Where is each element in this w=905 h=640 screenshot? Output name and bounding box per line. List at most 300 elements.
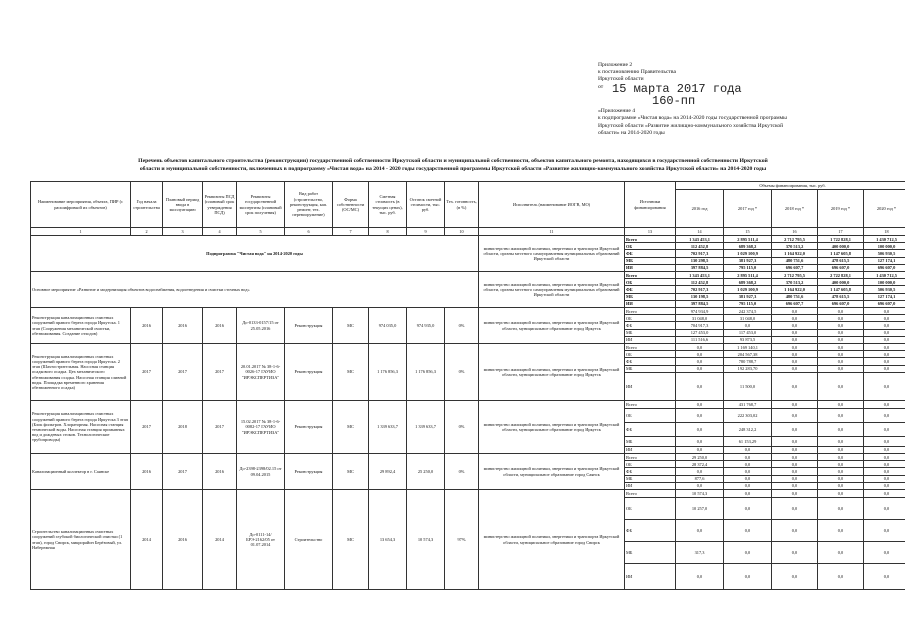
- source-label: ИИ: [625, 482, 676, 489]
- amount-cell: 0,0: [818, 475, 864, 482]
- source-label: ФБ: [625, 358, 676, 365]
- amount-cell: 1 147 605,8: [818, 250, 864, 257]
- amount-cell: 0,0: [676, 358, 724, 365]
- amount-cell: 370 513,2: [772, 243, 818, 250]
- col-header-readiness: Тех. готовность, (в %): [445, 182, 479, 228]
- amount-cell: 242 374,5: [724, 308, 772, 315]
- amount-cell: 317,3: [676, 542, 724, 564]
- col-number: 9: [407, 228, 445, 236]
- executor-cell: министерство жилищной политики, энергетики и транспорта Иркутской области, органы местного самоуправления муниципальных образований Иркутской области: [479, 272, 625, 308]
- source-label: Всего: [625, 308, 676, 315]
- executor-cell: министерство жилищной политики, энергетики и транспорта Иркутской области, муниципальное образование город Иркутск: [479, 400, 625, 453]
- object-ownership: МС: [333, 454, 369, 490]
- amount-cell: 10 574,3: [676, 490, 724, 498]
- source-label: Всего: [625, 490, 676, 498]
- object-work-type: Строительство: [285, 490, 333, 590]
- amount-cell: 0,0: [818, 336, 864, 343]
- source-label: ФБ: [625, 422, 676, 436]
- amount-cell: 0,0: [864, 454, 905, 461]
- amount-cell: 0,0: [772, 322, 818, 329]
- table-row: [31, 272, 905, 279]
- amount-cell: 0,0: [818, 446, 864, 453]
- amount-cell: 248 312,2: [724, 422, 772, 436]
- amount-cell: 0,0: [818, 372, 864, 400]
- amount-cell: 1 430 712,5: [864, 272, 905, 279]
- amount-cell: 689 368,2: [724, 243, 772, 250]
- amount-cell: 0,0: [864, 308, 905, 315]
- col-header-2017: 2017 год *: [724, 190, 772, 228]
- object-rest: 1 339 633,7: [407, 400, 445, 453]
- object-rest: 974 935,0: [407, 308, 445, 344]
- amount-cell: 795 115,0: [724, 300, 772, 307]
- object-readiness: 0%: [445, 308, 479, 344]
- amount-cell: 974 934,9: [676, 308, 724, 315]
- amount-cell: 0,0: [864, 329, 905, 336]
- source-label: Всего: [625, 344, 676, 351]
- col-header-work-type: Вид работ (строительство, реконструкция, кап. ремонт, тех. перевооружение): [285, 182, 333, 228]
- amount-cell: 1 343 453,1: [676, 272, 724, 279]
- amount-cell: 100 000,0: [864, 279, 905, 286]
- amount-cell: 0,0: [772, 564, 818, 590]
- object-period: 2017: [163, 454, 203, 490]
- amount-cell: 0,0: [818, 329, 864, 336]
- object-name: Строительство канализационных очистных сооружений глубокой биологической очистки (1 этап), город Свирск, микрорайон Берёзовый, ул. Набережная: [31, 490, 131, 590]
- amount-cell: 696 607,0: [818, 264, 864, 271]
- object-readiness: 97%: [445, 490, 479, 590]
- amount-cell: 112 452,8: [676, 279, 724, 286]
- amount-cell: 0,0: [772, 315, 818, 322]
- amount-cell: 0,0: [864, 468, 905, 475]
- object-cost: 13 654,3: [369, 490, 407, 590]
- amount-cell: 0,0: [772, 436, 818, 446]
- amount-cell: 0,0: [724, 446, 772, 453]
- amount-cell: 0,0: [864, 461, 905, 468]
- source-label: ИИ: [625, 336, 676, 343]
- source-label: ИИ: [625, 446, 676, 453]
- source-label: МБ: [625, 365, 676, 372]
- col-header-name: Наименование мероприятия, объекта, ПИР (с расшифровкой их объектов): [31, 182, 131, 228]
- amount-cell: 0,0: [864, 498, 905, 520]
- amount-cell: 11 500,0: [724, 372, 772, 400]
- amount-cell: 192 283,70: [724, 365, 772, 372]
- source-label: МБ: [625, 542, 676, 564]
- amount-cell: 0,0: [818, 520, 864, 542]
- document-title: [20, 157, 886, 174]
- executor-cell: министерство жилищной политики, энергетики и транспорта Иркутской области, муниципальное образование город Иркутск: [479, 308, 625, 344]
- amount-cell: 478 615,5: [818, 293, 864, 300]
- amount-cell: 2 895 511,4: [724, 236, 772, 243]
- amount-cell: 0,0: [772, 365, 818, 372]
- amount-cell: 0,0: [772, 468, 818, 475]
- amount-cell: 0,0: [864, 475, 905, 482]
- col-number: 17: [818, 228, 864, 236]
- amount-cell: 780 788,7: [724, 358, 772, 365]
- amount-cell: 0,0: [676, 446, 724, 453]
- amount-cell: 0,0: [676, 436, 724, 446]
- object-rest: 1 176 856,3: [407, 344, 445, 401]
- amount-cell: 0,0: [772, 351, 818, 358]
- amount-cell: 0,0: [724, 564, 772, 590]
- col-number: 7: [333, 228, 369, 236]
- object-name: Реконструкция канализационных очистных сооружений правого берега города Иркутска 3 этап (Блок фильтров. Хлораторная. Насосная станция технической воды. Насосная станция промывных вод и дождевых стоков. Технологические трубопроводы): [31, 400, 131, 453]
- table-row: [31, 236, 905, 243]
- object-name: Реконструкция канализационных очистных сооружений правого берега города Иркутска. 2 этап (Шахтострительная. Насосная станция осадкового осадка. Цех механического обезвоживания осадка. Насосная станция сливной воды. Площадка временного хранения обезвоженного осадка): [31, 344, 131, 401]
- object-cost: 1 339 633,7: [369, 400, 407, 453]
- object-cost: 1 176 856,3: [369, 344, 407, 401]
- amount-cell: 111 516,6: [676, 336, 724, 343]
- objects-table-body: [31, 236, 905, 590]
- amount-cell: 0,0: [676, 365, 724, 372]
- amount-cell: 127 453,0: [676, 329, 724, 336]
- object-readiness: 0%: [445, 454, 479, 490]
- object-work-type: Реконструкция: [285, 344, 333, 401]
- col-number: 4: [203, 228, 237, 236]
- object-ownership: МС: [333, 344, 369, 401]
- amount-cell: 0,0: [818, 408, 864, 422]
- amount-cell: 130 298,5: [676, 257, 724, 264]
- amount-cell: 0,0: [724, 461, 772, 468]
- executor-cell: министерство жилищной политики, энергетики и транспорта Иркутской области, муниципальное образование город Саянск: [479, 454, 625, 490]
- amount-cell: 0,0: [864, 446, 905, 453]
- section-name: Подпрограмма "Чистая вода" на 2014-2020 годы: [31, 236, 479, 272]
- amount-cell: 0,0: [818, 422, 864, 436]
- col-header-2020: 2020 год *: [864, 190, 905, 228]
- source-label: ОБ: [625, 243, 676, 250]
- amount-cell: 31 048,0: [724, 315, 772, 322]
- annex-line: «Приложение 4: [598, 108, 636, 114]
- col-number: 18: [864, 228, 905, 236]
- col-number: 6: [285, 228, 333, 236]
- source-label: Всего: [625, 400, 676, 408]
- object-name: Канализационный коллектор в г. Саянске: [31, 454, 131, 490]
- object-readiness: 0%: [445, 400, 479, 453]
- object-work-type: Реконструкция: [285, 308, 333, 344]
- amount-cell: 28 372,4: [676, 461, 724, 468]
- table-row: [31, 490, 905, 498]
- col-header-psd: Реквизиты ПСД (плановый срок утверждения ПСД): [203, 182, 237, 228]
- amount-cell: 0,0: [864, 400, 905, 408]
- amount-cell: 0,0: [864, 436, 905, 446]
- source-label: ФБ: [625, 322, 676, 329]
- amount-cell: 0,0: [676, 351, 724, 358]
- object-psd: 2017: [203, 344, 237, 401]
- handwritten-number: 160-пп: [652, 94, 696, 108]
- col-number: 1: [31, 228, 131, 236]
- table-row: [31, 344, 905, 351]
- col-number: 3: [163, 228, 203, 236]
- object-expertise: 15.02.2017 № 38-1-6-0082-17 ГАУИО "ИРЭКСПЕРТИЗА": [237, 400, 285, 453]
- source-label: Всего: [625, 454, 676, 461]
- amount-cell: 0,0: [772, 344, 818, 351]
- source-label: МБ: [625, 257, 676, 264]
- amount-cell: 0,0: [772, 336, 818, 343]
- amount-cell: 0,0: [864, 482, 905, 489]
- amount-cell: 93 873,5: [724, 336, 772, 343]
- amount-cell: 400 000,0: [818, 279, 864, 286]
- object-ownership: МС: [333, 490, 369, 590]
- source-label: МБ: [625, 436, 676, 446]
- amount-cell: 506 930,5: [864, 250, 905, 257]
- amount-cell: 696 607,0: [864, 264, 905, 271]
- amount-cell: 0,0: [864, 315, 905, 322]
- amount-cell: 0,0: [864, 344, 905, 351]
- amount-cell: 0,0: [772, 308, 818, 315]
- amount-cell: 0,0: [724, 468, 772, 475]
- amount-cell: 1 029 100,9: [724, 286, 772, 293]
- source-label: ОБ: [625, 351, 676, 358]
- amount-cell: 130 198,5: [676, 293, 724, 300]
- amount-cell: 0,0: [724, 454, 772, 461]
- amount-cell: 702 917,3: [676, 286, 724, 293]
- amount-cell: 704 917,3: [676, 322, 724, 329]
- amount-cell: 0,0: [818, 482, 864, 489]
- table-row: [31, 400, 905, 408]
- col-number: 2: [131, 228, 163, 236]
- amount-cell: 1 169 140,1: [724, 344, 772, 351]
- amount-cell: 478 615,5: [818, 257, 864, 264]
- header-line: к постановлению Правительства: [598, 69, 676, 76]
- amount-cell: 795 115,0: [724, 264, 772, 271]
- amount-cell: 0,0: [864, 358, 905, 365]
- col-header-start: Год начала строительства: [131, 182, 163, 228]
- amount-cell: 1 343 453,1: [676, 236, 724, 243]
- amount-cell: 2 712 795,5: [772, 236, 818, 243]
- source-label: ОБ: [625, 498, 676, 520]
- col-header-2016: 2016 год: [676, 190, 724, 228]
- amount-cell: 689 368,2: [724, 279, 772, 286]
- col-number: 11: [479, 228, 625, 236]
- col-number: 10: [445, 228, 479, 236]
- amount-cell: 2 895 511,4: [724, 272, 772, 279]
- amount-cell: 0,0: [864, 520, 905, 542]
- source-label: ИИ: [625, 264, 676, 271]
- amount-cell: 100 000,0: [864, 243, 905, 250]
- title-line-1: Перечень объектов капитального строительства (реконструкции) государственной собственности Иркутской области и муниципальной собственности, объектов капитального ремонта, находящихся в государственной собственности Иркутской: [138, 158, 768, 164]
- amount-cell: 0,0: [724, 520, 772, 542]
- amount-cell: 877,6: [676, 475, 724, 482]
- amount-cell: 0,0: [724, 322, 772, 329]
- amount-cell: 0,0: [864, 322, 905, 329]
- amount-cell: 0,0: [818, 308, 864, 315]
- object-period: 2018: [163, 400, 203, 453]
- amount-cell: 29 250,0: [676, 454, 724, 461]
- object-period: 2016: [163, 490, 203, 590]
- object-psd: 2016: [203, 308, 237, 344]
- amount-cell: 127 174,1: [864, 293, 905, 300]
- object-expertise: До-0133-0157/15 от 25.05.2016: [237, 308, 285, 344]
- object-period: 2017: [163, 344, 203, 401]
- source-label: Всего: [625, 272, 676, 279]
- object-expertise: До-0111-14/БРЭ-2162/05 от 01.07.2014: [237, 490, 285, 590]
- executor-cell: министерство жилищной политики, энергетики и транспорта Иркутской области, муниципальное образование город Иркутск: [479, 344, 625, 401]
- amount-cell: 0,0: [818, 351, 864, 358]
- source-label: МБ: [625, 293, 676, 300]
- amount-cell: 204 567,38: [724, 351, 772, 358]
- amount-cell: 0,0: [772, 454, 818, 461]
- amount-cell: 0,0: [676, 520, 724, 542]
- object-start-year: 2017: [131, 400, 163, 453]
- annex-line: области» на 2014-2020 годы: [598, 130, 665, 137]
- amount-cell: 696 607,0: [864, 300, 905, 307]
- amount-cell: 1 430 712,5: [864, 236, 905, 243]
- amount-cell: 0,0: [864, 336, 905, 343]
- amount-cell: 480 751,6: [772, 257, 818, 264]
- source-label: ФБ: [625, 250, 676, 257]
- table-row: [31, 454, 905, 461]
- amount-cell: 0,0: [676, 372, 724, 400]
- amount-cell: 0,0: [772, 542, 818, 564]
- amount-cell: 0,0: [864, 365, 905, 372]
- source-label: ОБ: [625, 315, 676, 322]
- amount-cell: 0,0: [818, 322, 864, 329]
- amount-cell: 0,0: [676, 408, 724, 422]
- amount-cell: 31 048,0: [676, 315, 724, 322]
- section-name: Основное мероприятие «Развитие и модернизация объектов водоснабжения, водоотведения и очистки сточных вод»: [31, 272, 479, 308]
- object-work-type: Реконструкция: [285, 454, 333, 490]
- amount-cell: 0,0: [772, 475, 818, 482]
- object-expertise: До-2398-2398/02.15 от 09.04.2015: [237, 454, 285, 490]
- amount-cell: 117 453,0: [724, 329, 772, 336]
- amount-cell: 0,0: [818, 461, 864, 468]
- amount-cell: 0,0: [772, 408, 818, 422]
- source-label: Всего: [625, 236, 676, 243]
- amount-cell: 0,0: [864, 351, 905, 358]
- amount-cell: 702 917,3: [676, 250, 724, 257]
- amount-cell: 506 930,5: [864, 286, 905, 293]
- amount-cell: 0,0: [772, 400, 818, 408]
- object-start-year: 2016: [131, 454, 163, 490]
- col-number: 8: [369, 228, 407, 236]
- source-label: ИИ: [625, 300, 676, 307]
- object-cost: 974 035,0: [369, 308, 407, 344]
- amount-cell: 0,0: [818, 454, 864, 461]
- amount-cell: 1 722 828,1: [818, 236, 864, 243]
- amount-cell: 0,0: [724, 490, 772, 498]
- amount-cell: 370 513,2: [772, 279, 818, 286]
- amount-cell: 0,0: [772, 482, 818, 489]
- col-header-executor: Исполнитель (наименование ИОГВ, МО): [479, 182, 625, 228]
- table-row: [31, 308, 905, 315]
- amount-cell: 696 607,7: [772, 264, 818, 271]
- amount-cell: 2 722 828,1: [818, 272, 864, 279]
- amount-cell: 0,0: [864, 542, 905, 564]
- header-date-prefix: от: [598, 83, 604, 90]
- object-work-type: Реконструкция: [285, 400, 333, 453]
- annex-reference: [598, 108, 898, 138]
- amount-cell: 0,0: [818, 490, 864, 498]
- source-label: ОБ: [625, 408, 676, 422]
- col-header-2018: 2018 год *: [772, 190, 818, 228]
- executor-cell: министерство жилищной политики, энергетики и транспорта Иркутской области, органы местного самоуправления муниципальных образований Иркутской области: [479, 236, 625, 272]
- source-label: ОБ: [625, 279, 676, 286]
- amount-cell: 0,0: [818, 468, 864, 475]
- amount-cell: 0,0: [864, 372, 905, 400]
- amount-cell: 112 452,8: [676, 243, 724, 250]
- col-header-sources: Источники финансирования: [625, 182, 676, 228]
- col-number: 14: [676, 228, 724, 236]
- amount-cell: 0,0: [772, 520, 818, 542]
- amount-cell: 0,0: [724, 475, 772, 482]
- amount-cell: 2 712 795,5: [772, 272, 818, 279]
- object-psd: 2014: [203, 490, 237, 590]
- header-line: Приложение 2: [598, 62, 633, 68]
- amount-cell: 397 884,5: [676, 264, 724, 271]
- object-rest: 25 250,0: [407, 454, 445, 490]
- amount-cell: 480 751,6: [772, 293, 818, 300]
- object-period: 2016: [163, 308, 203, 344]
- amount-cell: 1 147 605,8: [818, 286, 864, 293]
- amount-cell: 1 164 922,0: [772, 250, 818, 257]
- object-ownership: МС: [333, 400, 369, 453]
- object-ownership: МС: [333, 308, 369, 344]
- col-header-ownership: Форма собственности (ОС/МС): [333, 182, 369, 228]
- object-start-year: 2014: [131, 490, 163, 590]
- amount-cell: 0,0: [772, 372, 818, 400]
- object-psd: 2016: [203, 454, 237, 490]
- object-start-year: 2017: [131, 344, 163, 401]
- amount-cell: 0,0: [676, 400, 724, 408]
- amount-cell: 0,0: [864, 490, 905, 498]
- amount-cell: 222 303,02: [724, 408, 772, 422]
- amount-cell: 0,0: [772, 358, 818, 365]
- object-expertise: 20.01.2017 № 38-1-6-0026-17 ГАУИО "ИРЭКСПЕРТИЗА": [237, 344, 285, 401]
- amount-cell: 1 029 100,9: [724, 250, 772, 257]
- col-header-expertise: Реквизиты государственной экспертизы (плановый срок получения): [237, 182, 285, 228]
- amount-cell: 0,0: [724, 482, 772, 489]
- amount-cell: 0,0: [818, 542, 864, 564]
- amount-cell: 0,0: [818, 315, 864, 322]
- amount-cell: 381 927,3: [724, 293, 772, 300]
- source-label: МБ: [625, 329, 676, 336]
- amount-cell: 0,0: [676, 468, 724, 475]
- object-start-year: 2016: [131, 308, 163, 344]
- source-label: ИИ: [625, 564, 676, 590]
- annex-line: Иркутской области «Развитие жилищно-коммунального хозяйства Иркутской: [598, 122, 784, 129]
- amount-cell: 0,0: [864, 408, 905, 422]
- col-header-financing-group: Объемы финансирования, тыс. руб.: [676, 182, 905, 190]
- amount-cell: 127 174,1: [864, 257, 905, 264]
- amount-cell: 0,0: [772, 422, 818, 436]
- amount-cell: 0,0: [724, 498, 772, 520]
- amount-cell: 0,0: [676, 564, 724, 590]
- col-header-rest: Остаток сметной стоимости, тыс. руб.: [407, 182, 445, 228]
- amount-cell: 0,0: [818, 564, 864, 590]
- col-header-cost: Сметная стоимость (в текущих ценах), тыс. руб.: [369, 182, 407, 228]
- col-header-period: Плановый период ввода в эксплуатацию: [163, 182, 203, 228]
- amount-cell: 0,0: [676, 482, 724, 489]
- objects-table-wrapper: [30, 181, 897, 590]
- amount-cell: 0,0: [772, 446, 818, 453]
- amount-cell: 0,0: [676, 422, 724, 436]
- amount-cell: 0,0: [818, 344, 864, 351]
- executor-cell: министерство жилищной политики, энергетики и транспорта Иркутской области, муниципальное образование город Свирск: [479, 490, 625, 590]
- object-readiness: 0%: [445, 344, 479, 401]
- amount-cell: 0,0: [724, 542, 772, 564]
- amount-cell: 0,0: [864, 422, 905, 436]
- amount-cell: 10 257,0: [676, 498, 724, 520]
- col-header-2019: 2019 год *: [818, 190, 864, 228]
- object-cost: 29 892,4: [369, 454, 407, 490]
- amount-cell: 0,0: [818, 400, 864, 408]
- amount-cell: 696 607,0: [818, 300, 864, 307]
- amount-cell: 61 153,29: [724, 436, 772, 446]
- column-numbers-row: [31, 228, 905, 236]
- amount-cell: 696 607,7: [772, 300, 818, 307]
- col-number: 13: [625, 228, 676, 236]
- object-psd: 2017: [203, 400, 237, 453]
- source-label: ФБ: [625, 520, 676, 542]
- col-number: 15: [724, 228, 772, 236]
